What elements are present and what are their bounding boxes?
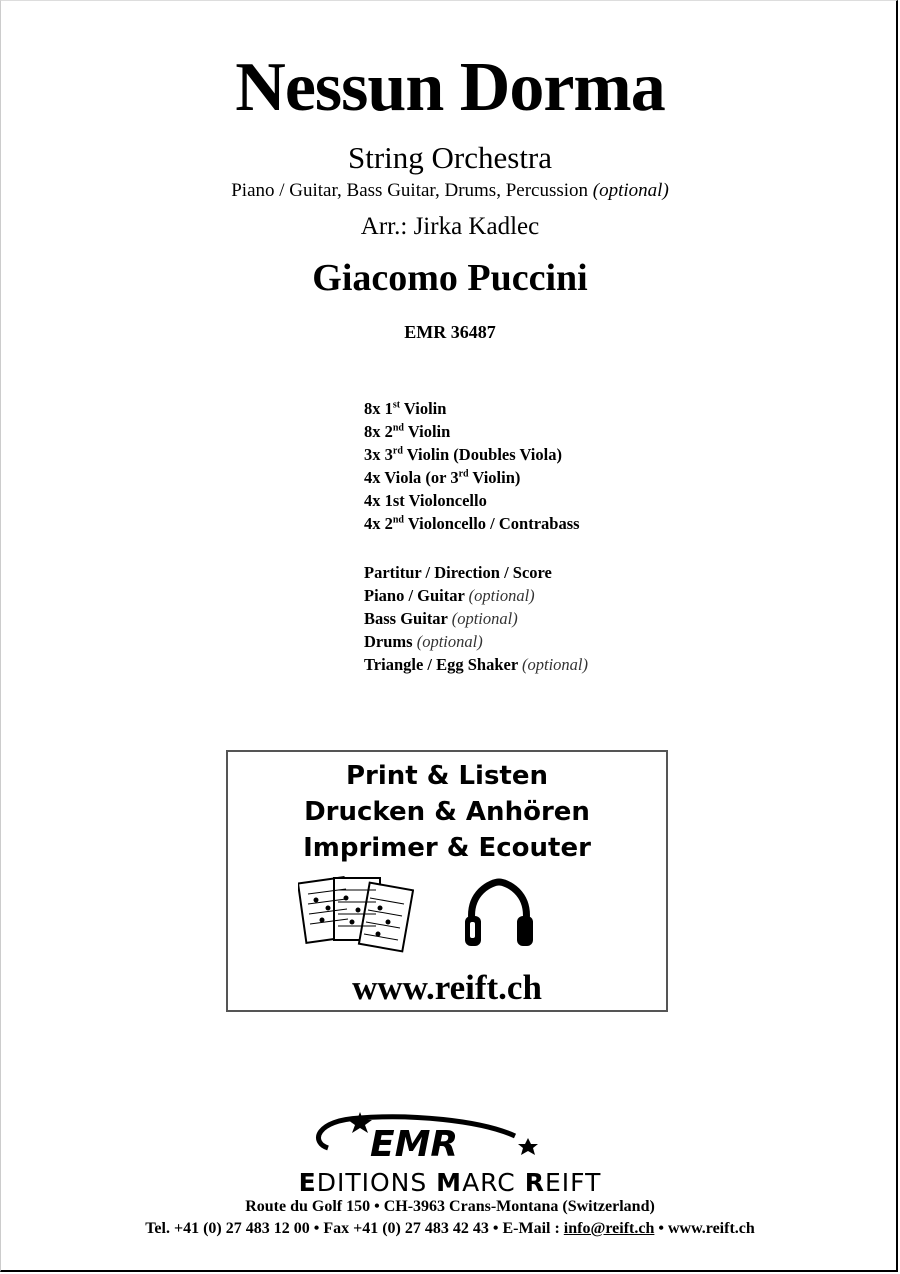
logo-text: EMR xyxy=(370,1124,459,1165)
headphones-icon xyxy=(462,878,536,954)
other-parts-list xyxy=(364,561,588,676)
composer: Giacomo Puccini xyxy=(312,257,588,299)
list-item: Triangle / Egg Shaker (optional) xyxy=(364,655,588,674)
list-item: 8x 1st Violin xyxy=(364,399,447,418)
sheet-music-icon xyxy=(298,874,414,960)
list-item: Piano / Guitar (optional) xyxy=(364,586,535,605)
publisher-name: EDITIONS MARC REIFT xyxy=(298,1168,602,1197)
promo-line-english: Print & Listen xyxy=(345,761,549,791)
list-item: Bass Guitar (optional) xyxy=(364,609,518,628)
list-item: Partitur / Direction / Score xyxy=(364,563,552,582)
list-item: 8x 2nd Violin xyxy=(364,422,451,441)
promo-url: www.reift.ch xyxy=(352,968,542,1007)
instrumentation-text: Piano / Guitar, Bass Guitar, Drums, Percussion xyxy=(231,180,589,201)
print-listen-box xyxy=(226,750,668,1012)
catalog-number: EMR 36487 xyxy=(404,322,496,342)
instrumentation-line xyxy=(0,180,900,202)
list-item: 4x Viola (or 3rd Violin) xyxy=(364,468,521,487)
publisher-address: Route du Golf 150 • CH-3963 Crans-Montana (Switzerland) xyxy=(245,1198,655,1215)
optional-note: (optional) xyxy=(592,180,669,201)
list-item: 3x 3rd Violin (Doubles Viola) xyxy=(364,445,562,464)
subtitle: String Orchestra xyxy=(347,140,553,175)
list-item: 4x 1st Violoncello xyxy=(364,491,487,510)
list-item: Drums (optional) xyxy=(364,632,483,651)
strings-parts-list xyxy=(364,397,580,535)
page-title: Nessun Dorma xyxy=(235,49,665,126)
list-item: 4x 2nd Violoncello / Contrabass xyxy=(364,514,580,533)
emr-logo xyxy=(300,1108,550,1168)
email-link[interactable]: info@reift.ch xyxy=(563,1220,655,1237)
promo-line-french: Imprimer & Ecouter xyxy=(303,833,591,863)
publisher-contact: Tel. +41 (0) 27 483 12 00 • Fax +41 (0) 27 483 42 43 • E-Mail : info@reift.ch • www.reift.ch xyxy=(145,1220,755,1237)
arranger: Arr.: Jirka Kadlec xyxy=(360,213,540,240)
promo-line-german: Drucken & Anhören xyxy=(304,797,590,827)
